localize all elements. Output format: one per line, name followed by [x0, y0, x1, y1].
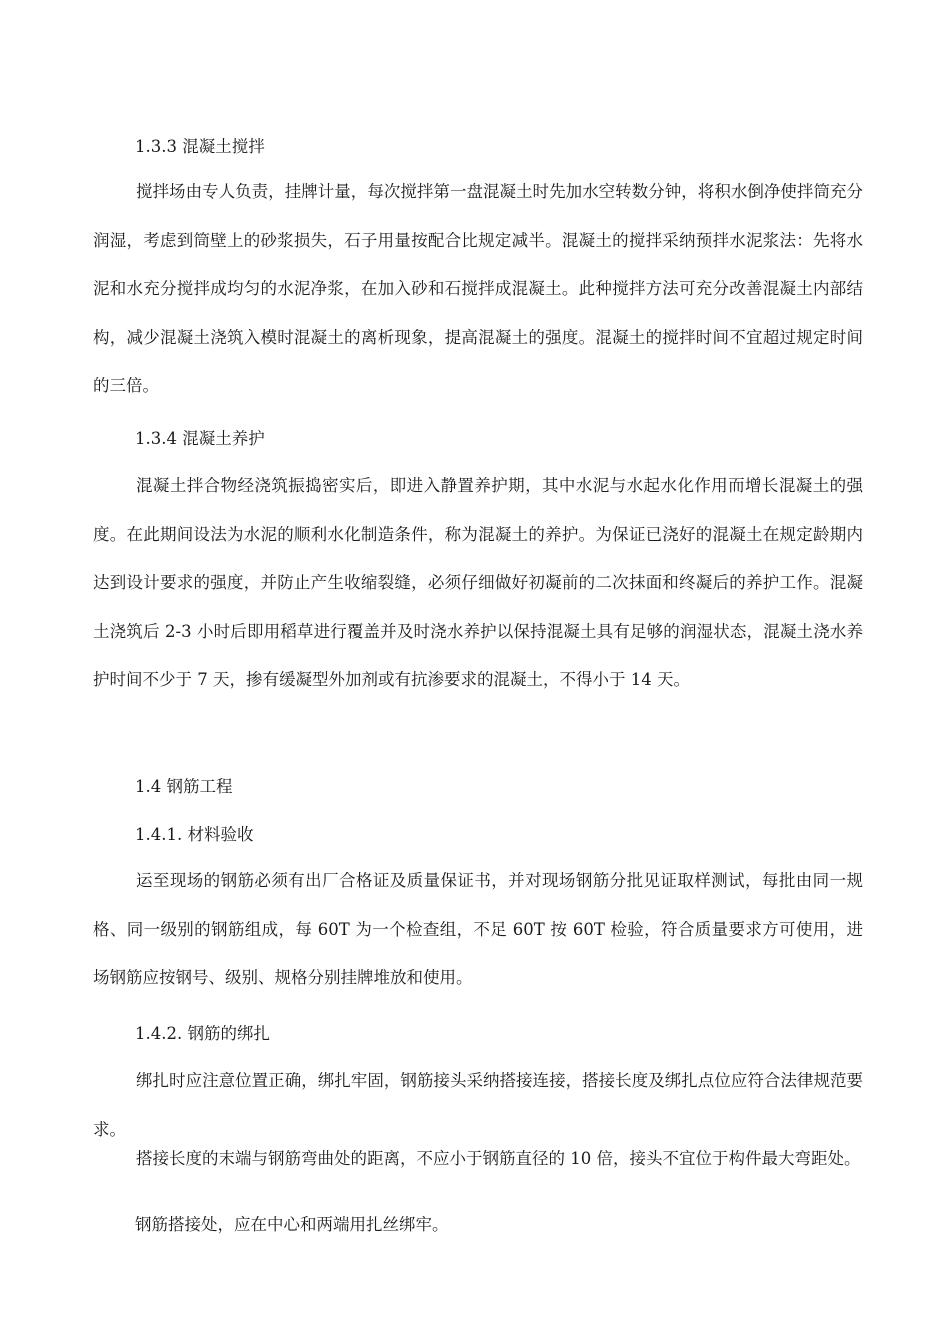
paragraph-rebar-binding: 绑扎时应注意位置正确，绑扎牢固，钢筋接头采纳搭接连接，搭接长度及绑扎点位应符合法律规范要求。 — [93, 1071, 863, 1139]
paragraph-material-acceptance: 运至现场的钢筋必须有出厂合格证及质量保证书，并对现场钢筋分批见证取样测试，每批由同一规格、同一级别的钢筋组成，每 60T 为一个检查组，不足 60T 按 60T 检验，符合质量要求方可使用，进场钢筋应按钢号、级别、规格分别挂牌堆放和使用。 — [93, 871, 863, 988]
paragraph-lap-tie: 钢筋搭接处，应在中心和两端用扎丝绑牢。 — [135, 1215, 449, 1234]
heading-1-4-1: 1.4.1. 材料验收 — [135, 825, 254, 844]
heading-1-4-2: 1.4.2. 钢筋的绑扎 — [135, 1024, 270, 1043]
paragraph-concrete-mixing: 搅拌场由专人负责，挂牌计量，每次搅拌第一盘混凝土时先加水空转数分钟，将积水倒净使拌筒充分润湿，考虑到筒壁上的砂浆损失，石子用量按配合比规定减半。混凝土的搅拌采纳预拌水泥浆法：先将水泥和水充分搅拌成均匀的水泥净浆，在加入砂和石搅拌成混凝土。此种搅拌方法可充分改善混凝土内部结构，减少混凝土浇筑入模时混凝土的离析现象，提高混凝土的强度。混凝土的搅拌时间不宜超过规定时间的三倍。 — [93, 182, 863, 396]
paragraph-concrete-curing: 混凝土拌合物经浇筑振捣密实后，即进入静置养护期，其中水泥与水起水化作用而增长混凝土的强度。在此期间设法为水泥的顺利水化制造条件，称为混凝土的养护。为保证已浇好的混凝土在规定龄期内达到设计要求的强度，并防止产生收缩裂缝，必须仔细做好初凝前的二次抹面和终凝后的养护工作。混凝土浇筑后 2-3 小时后即用稻草进行覆盖并及时浇水养护以保持混凝土具有足够的润湿状态，混凝土浇水养护时间不少于 7 天，掺有缓凝型外加剂或有抗渗要求的混凝土，不得小于 14 天。 — [93, 476, 863, 690]
heading-1-4: 1.4 钢筋工程 — [135, 777, 233, 796]
heading-1-3-3: 1.3.3 混凝土搅拌 — [135, 137, 265, 156]
heading-1-3-4: 1.3.4 混凝土养护 — [135, 429, 265, 448]
paragraph-lap-length: 搭接长度的末端与钢筋弯曲处的距离，不应小于钢筋直径的 10 倍，接头不宜位于构件最大弯距处。 — [136, 1149, 861, 1168]
